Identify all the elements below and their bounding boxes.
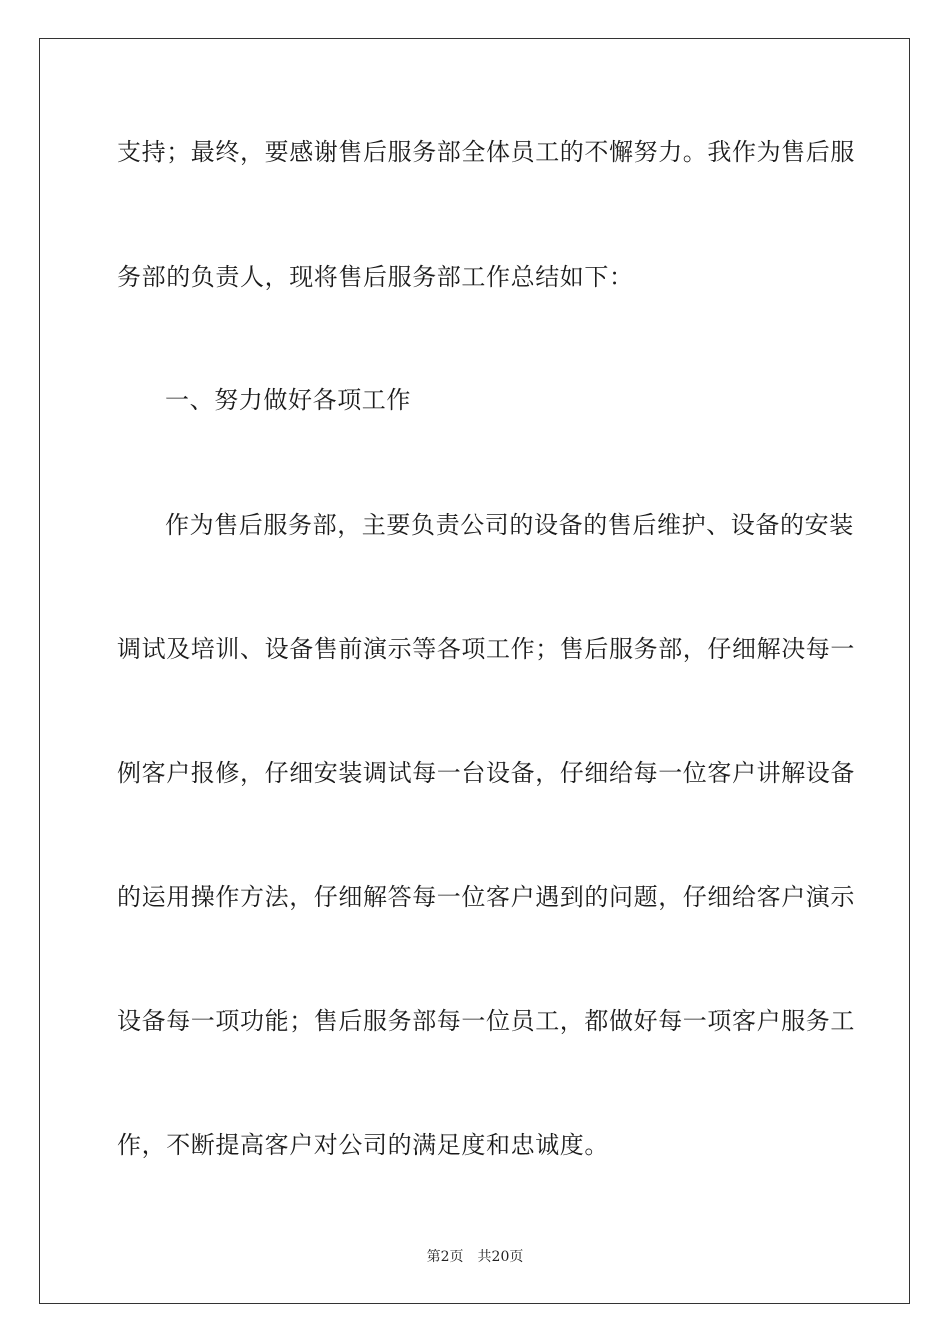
section-heading: 一、努力做好各项工作 <box>165 386 411 414</box>
paragraph-line: 设备每一项功能；售后服务部每一位员工，都做好每一项客户服务工 <box>117 1007 855 1035</box>
paragraph-line: 例客户报修，仔细安装调试每一台设备，仔细给每一位客户讲解设备 <box>117 759 855 787</box>
paragraph-line: 调试及培训、设备售前演示等各项工作；售后服务部，仔细解决每一 <box>117 635 855 663</box>
page-total: 共20页 <box>477 1249 524 1265</box>
paragraph-line: 作为售后服务部，主要负责公司的设备的售后维护、设备的安装 <box>165 511 854 539</box>
paragraph-line: 作，不断提高客户对公司的满足度和忠诚度。 <box>117 1131 609 1159</box>
page-number: 第2页 <box>426 1249 464 1265</box>
page-border <box>39 38 910 1304</box>
page-footer <box>0 1248 950 1266</box>
paragraph-line: 的运用操作方法，仔细解答每一位客户遇到的问题，仔细给客户演示 <box>117 883 855 911</box>
paragraph-line: 支持；最终，要感谢售后服务部全体员工的不懈努力。我作为售后服 <box>117 138 855 166</box>
paragraph-line: 务部的负责人，现将售后服务部工作总结如下： <box>117 263 634 291</box>
